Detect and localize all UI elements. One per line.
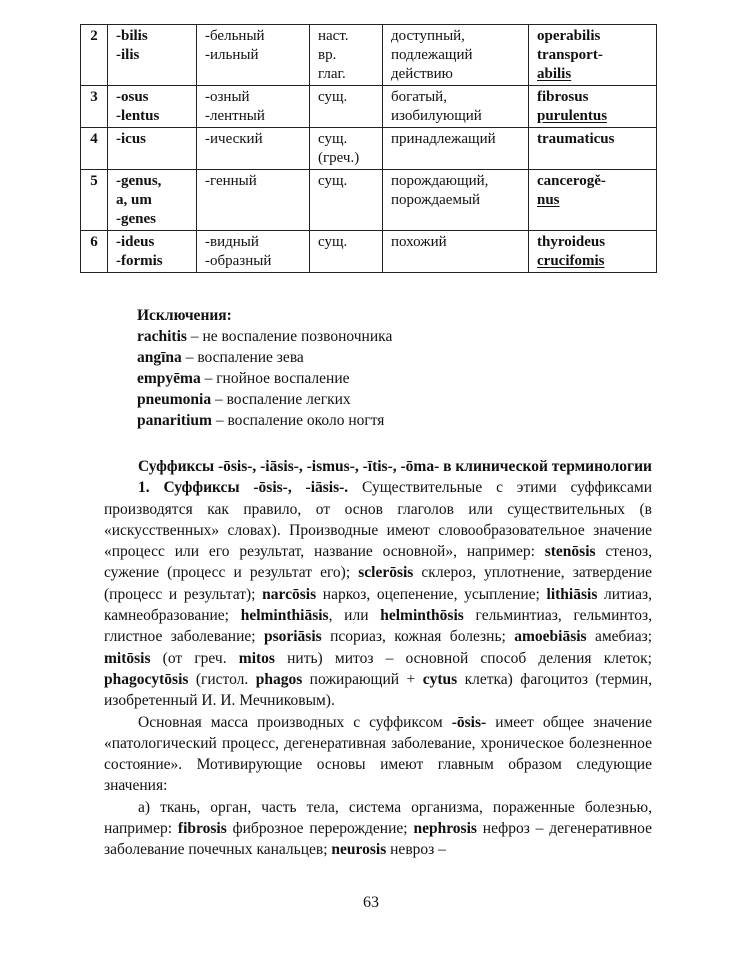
term-description: склероз, уплотнение, затвердение (процесс и результат);	[104, 564, 652, 603]
exception-item	[137, 347, 392, 368]
table-row	[81, 25, 657, 86]
term-description: клетка) фагоцитоз (термин, изобретенный И. И. Мечниковым).	[104, 670, 652, 710]
row-number-text: 4	[90, 131, 98, 147]
part-of-speech-text: сущ.	[318, 89, 348, 105]
term-description: (гистол.	[188, 670, 256, 688]
latin-suffix-text: -genes	[116, 211, 156, 227]
term-description: амебиаз;	[586, 628, 653, 646]
row-number-text: 3	[90, 89, 98, 105]
paragraph-3	[104, 797, 652, 861]
paragraph-2-before: Основная масса производных с суффиксом	[138, 713, 452, 731]
latin-suffix-text: -icus	[116, 131, 146, 147]
cell-latin-suffix	[108, 86, 197, 128]
cell-part-of-speech	[310, 128, 383, 170]
cell-part-of-speech	[310, 86, 383, 128]
example-text: crucifomis	[537, 253, 605, 269]
paragraph-1-examples	[104, 543, 652, 709]
example-text: cancerogě-	[537, 173, 606, 189]
cell-part-of-speech	[310, 170, 383, 231]
example-text: transport-	[537, 47, 603, 63]
latin-term: mitos	[238, 649, 275, 667]
term-description: нефроз – дегенеративное заболевание почечных канальцев;	[104, 820, 652, 859]
table-row	[81, 170, 657, 231]
cell-russian-suffix	[197, 86, 310, 128]
cell-example	[529, 128, 657, 170]
russian-suffix-text: -ический	[205, 131, 263, 147]
term-description: пожирающий +	[302, 670, 423, 688]
page-number: 63	[363, 894, 379, 911]
cell-latin-suffix	[108, 25, 197, 86]
latin-term: nephrosis	[413, 820, 477, 838]
meaning-text: принадлежащий	[391, 131, 496, 147]
table-row	[81, 128, 657, 170]
meaning-text: порождаемый	[391, 192, 481, 208]
meaning-text: действию	[391, 66, 453, 82]
exceptions-heading: Исключения:	[137, 307, 232, 324]
section-title-paragraph	[104, 456, 652, 477]
russian-suffix-text: -лентный	[205, 108, 265, 124]
cell-meaning	[383, 231, 529, 273]
exception-term: rachitis	[137, 328, 187, 345]
suffix-table	[80, 24, 657, 273]
cell-meaning	[383, 128, 529, 170]
cell-russian-suffix	[197, 25, 310, 86]
latin-suffix-text: -ideus	[116, 234, 155, 250]
paragraph-2	[104, 712, 652, 797]
exceptions-block	[137, 305, 392, 431]
exception-term: pneumonia	[137, 391, 212, 408]
exceptions-list	[137, 326, 392, 431]
paragraph-3-intro: а) ткань, орган, часть тела, система организма, пораженные болезнью, например:	[104, 798, 652, 838]
cell-latin-suffix	[108, 231, 197, 273]
table-row	[81, 86, 657, 128]
cell-example	[529, 86, 657, 128]
latin-term: neurosis	[331, 841, 387, 859]
cell-row-number	[81, 86, 108, 128]
subsection-heading: 1. Суффиксы -ōsis-, -iāsis-.	[138, 479, 349, 497]
example-text: fibrosus	[537, 89, 589, 105]
latin-term: helminthōsis	[380, 607, 464, 625]
cell-meaning	[383, 170, 529, 231]
example-text: traumaticus	[537, 131, 615, 147]
russian-suffix-text: -озный	[205, 89, 250, 105]
cell-row-number	[81, 231, 108, 273]
part-of-speech-text: сущ.	[318, 173, 348, 189]
exception-term: angīna	[137, 349, 182, 366]
latin-suffix-text: -ilis	[116, 47, 140, 63]
russian-suffix-text: -бельный	[205, 28, 265, 44]
latin-suffix-text: -genus,	[116, 173, 162, 189]
latin-term: mitōsis	[104, 649, 151, 667]
term-description: гельминтиаз, гельминтоз, глистное заболевание;	[104, 607, 653, 646]
exception-description: – воспаление около ногтя	[211, 412, 385, 429]
latin-term: phagos	[255, 670, 303, 688]
row-number-text: 2	[90, 28, 98, 44]
example-text: purulentus	[537, 108, 608, 124]
cell-russian-suffix	[197, 128, 310, 170]
cell-russian-suffix	[197, 170, 310, 231]
meaning-text: подлежащий	[391, 47, 473, 63]
part-of-speech-text: наст.	[318, 28, 349, 44]
exception-description: – гнойное воспаление	[200, 370, 350, 387]
meaning-text: богатый,	[391, 89, 447, 105]
part-of-speech-text: глаг.	[318, 66, 346, 82]
row-number-text: 6	[90, 234, 98, 250]
latin-suffix-text: -lentus	[116, 108, 160, 124]
term-description: псориаз, кожная болезнь;	[321, 628, 515, 646]
example-text: thyroideus	[537, 234, 606, 250]
part-of-speech-text: сущ.	[318, 131, 348, 147]
cell-example	[529, 231, 657, 273]
latin-term: phagocytōsis	[104, 670, 189, 688]
body-text	[104, 456, 652, 861]
meaning-text: изобилующий	[391, 108, 482, 124]
exception-term: empyēma	[137, 370, 201, 387]
cell-example	[529, 170, 657, 231]
meaning-text: доступный,	[391, 28, 465, 44]
paragraph-1	[104, 477, 652, 711]
term-description: невроз –	[386, 841, 446, 859]
exception-description: – не воспаление позвоночника	[186, 328, 393, 345]
exception-item	[137, 326, 392, 347]
exception-item	[137, 410, 392, 431]
term-description: литиаз, камнеобразование;	[104, 585, 652, 625]
cell-meaning	[383, 86, 529, 128]
term-description: нить) митоз – основной способ деления клеток;	[274, 649, 652, 667]
term-description: наркоз, оцепенение, усыпление;	[316, 585, 547, 603]
latin-term: psoriāsis	[263, 628, 322, 646]
latin-term: helminthiāsis	[240, 607, 329, 625]
part-of-speech-text: вр.	[318, 47, 337, 63]
cell-row-number	[81, 170, 108, 231]
latin-term: lithiāsis	[546, 585, 598, 603]
russian-suffix-text: -видный	[205, 234, 259, 250]
russian-suffix-text: -образный	[205, 253, 272, 269]
paragraph-1-intro: Существительные с этими суффиксами производятся как правило, от основ глаголов или существительных (в «искусственных» словах). Производные имеют словообразовательное значение «процесс или его результат, название основной», например:	[104, 479, 652, 561]
latin-term: sclerōsis	[358, 564, 414, 582]
part-of-speech-text: сущ.	[318, 234, 348, 250]
latin-suffix-text: a, um	[116, 192, 152, 208]
cell-meaning	[383, 25, 529, 86]
row-number-text: 5	[90, 173, 98, 189]
meaning-text: порождающий,	[391, 173, 489, 189]
example-text: operabilis	[537, 28, 601, 44]
cell-row-number	[81, 128, 108, 170]
cell-example	[529, 25, 657, 86]
latin-term: fibrosis	[177, 820, 227, 838]
example-text: nus	[537, 192, 560, 208]
latin-suffix-text: -formis	[116, 253, 163, 269]
paragraph-3-examples	[104, 820, 652, 858]
term-description: , или	[328, 607, 381, 625]
exception-item	[137, 389, 392, 410]
latin-term: stenōsis	[544, 543, 596, 561]
example-text: abilis	[537, 66, 572, 82]
russian-suffix-text: -ильный	[205, 47, 259, 63]
cell-latin-suffix	[108, 170, 197, 231]
term-description: (от греч.	[150, 649, 239, 667]
latin-term: amoebiāsis	[514, 628, 587, 646]
paragraph-2-after: имеет общее значение «патологический процесс, дегенеративная заболевание, хроническое болезненное состояние». Мотивирующие основы имеют главным образом следующие значения:	[104, 713, 652, 795]
exception-term: panaritium	[137, 412, 212, 429]
exception-description: – воспаление зева	[181, 349, 304, 366]
term-description: стеноз, сужение (процесс и результат его);	[104, 543, 652, 582]
exception-item	[137, 368, 392, 389]
latin-term: cytus	[422, 670, 458, 688]
russian-suffix-text: -генный	[205, 173, 257, 189]
cell-russian-suffix	[197, 231, 310, 273]
section-title: Суффиксы -ōsis-, -iāsis-, -ismus-, -ītis-, -ōma- в клинической терминологии	[138, 458, 652, 475]
meaning-text: похожий	[391, 234, 447, 250]
cell-latin-suffix	[108, 128, 197, 170]
latin-suffix-text: -bilis	[116, 28, 148, 44]
paragraph-2-suffix: -ōsis-	[451, 713, 487, 731]
latin-suffix-text: -osus	[116, 89, 149, 105]
table-row	[81, 231, 657, 273]
cell-part-of-speech	[310, 25, 383, 86]
table-body	[81, 25, 657, 273]
cell-row-number	[81, 25, 108, 86]
exception-description: – воспаление легких	[211, 391, 351, 408]
term-description: фиброзное перерождение;	[226, 820, 414, 838]
cell-part-of-speech	[310, 231, 383, 273]
latin-term: narcōsis	[262, 585, 317, 603]
part-of-speech-text: (греч.)	[318, 150, 360, 166]
